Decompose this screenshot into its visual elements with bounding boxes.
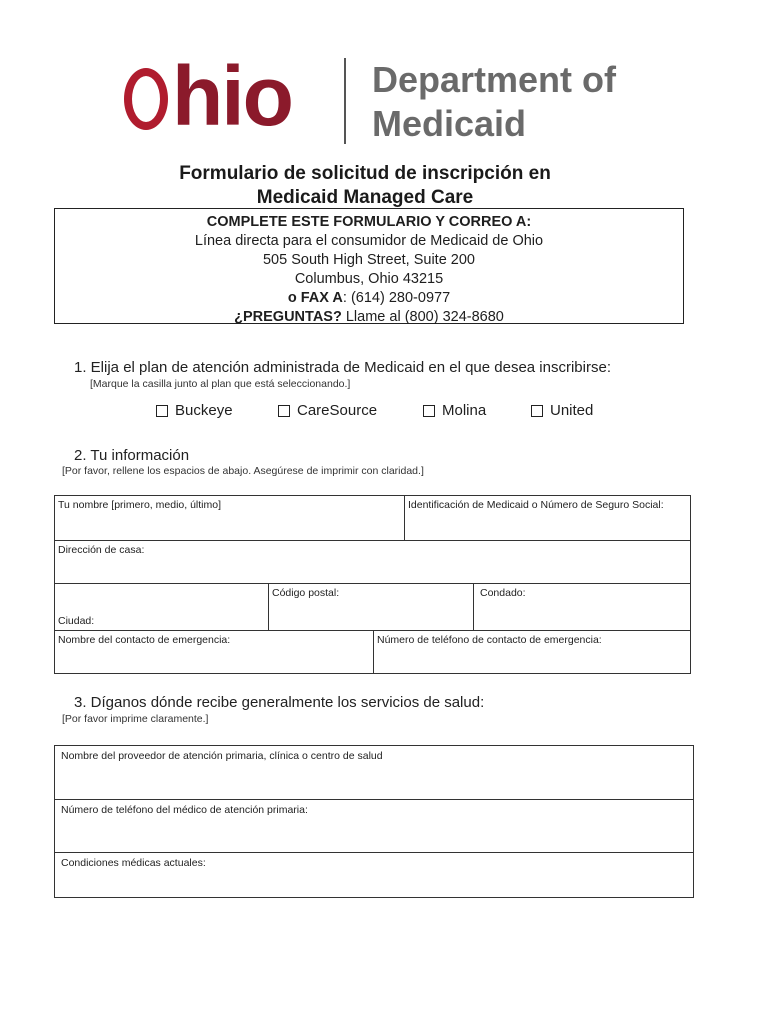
medical-conditions-field[interactable]	[54, 852, 694, 898]
medicaid-id-field[interactable]	[404, 495, 691, 541]
county-field[interactable]	[473, 583, 691, 631]
city-field-label: Ciudad:	[58, 615, 95, 627]
mailing-line1: Línea directa para el consumidor de Medicaid de Ohio	[194, 233, 544, 249]
emergency-contact-field[interactable]	[54, 630, 374, 674]
ohio-o-ring	[124, 68, 168, 130]
form-title-line1: Formulario de solicitud de inscripción en	[179, 163, 551, 184]
fax-line	[55, 289, 683, 308]
section3-hint: [Por favor imprime claramente.]	[62, 713, 209, 725]
medicaid-id-field-label: Identificación de Medicaid o Número de Seguro Social:	[408, 499, 664, 511]
checkbox-molina[interactable]	[423, 405, 435, 417]
fax-number: : (614) 280-0977	[342, 290, 451, 306]
logo-divider	[344, 58, 346, 144]
name-field[interactable]	[54, 495, 405, 541]
plan-option-united[interactable]	[531, 402, 593, 419]
fax-label: o FAX A	[287, 290, 343, 306]
name-field-label: Tu nombre [primero, medio, último]	[58, 499, 222, 511]
form-title	[0, 162, 730, 210]
section1-hint: [Marque la casilla junto al plan que está seleccionando.]	[90, 378, 351, 390]
medical-conditions-field-label: Condiciones médicas actuales:	[61, 857, 206, 869]
checkbox-buckeye[interactable]	[156, 405, 168, 417]
city-field[interactable]	[54, 583, 269, 631]
ohio-medicaid-logo	[120, 49, 640, 152]
plan-option-molina[interactable]	[423, 402, 486, 419]
section1-question: 1. Elija el plan de atención administrada de Medicaid en el que desea inscribirse:	[74, 359, 611, 376]
questions-label: ¿PREGUNTAS?	[234, 309, 342, 325]
section2-question: 2. Tu información	[74, 447, 190, 464]
ohio-wordmark	[120, 49, 330, 152]
postal-code-field[interactable]	[268, 583, 474, 631]
ohio-wordmark-letters: hio	[172, 49, 292, 143]
mailing-line3: Columbus, Ohio 43215	[294, 271, 444, 287]
plan-options	[0, 402, 770, 424]
questions-line	[55, 308, 683, 327]
plan-option-buckeye[interactable]	[156, 402, 233, 419]
checkbox-united[interactable]	[531, 405, 543, 417]
doctor-phone-field-label: Número de teléfono del médico de atención primaria:	[61, 804, 308, 816]
doctor-phone-field[interactable]	[54, 799, 694, 853]
home-address-field-label: Dirección de casa:	[58, 544, 145, 556]
checkbox-caresource[interactable]	[278, 405, 290, 417]
emergency-contact-field-label: Nombre del contacto de emergencia:	[58, 634, 231, 646]
plan-label-molina: Molina	[442, 402, 487, 419]
emergency-phone-field[interactable]	[373, 630, 691, 674]
form-title-line2: Medicaid Managed Care	[256, 187, 474, 208]
mailing-line2: 505 South High Street, Suite 200	[262, 252, 475, 268]
primary-provider-field-label: Nombre del proveedor de atención primaria, clínica o centro de salud	[61, 750, 383, 762]
plan-label-buckeye: Buckeye	[175, 402, 233, 419]
home-address-field[interactable]	[54, 540, 691, 584]
mailing-heading: COMPLETE ESTE FORMULARIO Y CORREO A:	[206, 214, 532, 230]
mailing-instructions-box	[54, 208, 684, 324]
department-name	[372, 58, 616, 146]
emergency-phone-field-label: Número de teléfono de contacto de emergencia:	[377, 634, 602, 646]
questions-phone: Llame al (800) 324-8680	[341, 309, 504, 325]
plan-label-caresource: CareSource	[297, 402, 378, 419]
department-line1: Department of	[372, 59, 617, 100]
plan-option-caresource[interactable]	[278, 402, 377, 419]
section2-hint: [Por favor, rellene los espacios de abajo. Asegúrese de imprimir con claridad.]	[62, 465, 424, 477]
department-line2: Medicaid	[372, 103, 527, 144]
primary-provider-field[interactable]	[54, 745, 694, 800]
section3-question: 3. Díganos dónde recibe generalmente los servicios de salud:	[74, 694, 485, 711]
plan-label-united: United	[550, 402, 594, 419]
county-field-label: Condado:	[480, 587, 526, 599]
postal-code-field-label: Código postal:	[272, 587, 340, 599]
